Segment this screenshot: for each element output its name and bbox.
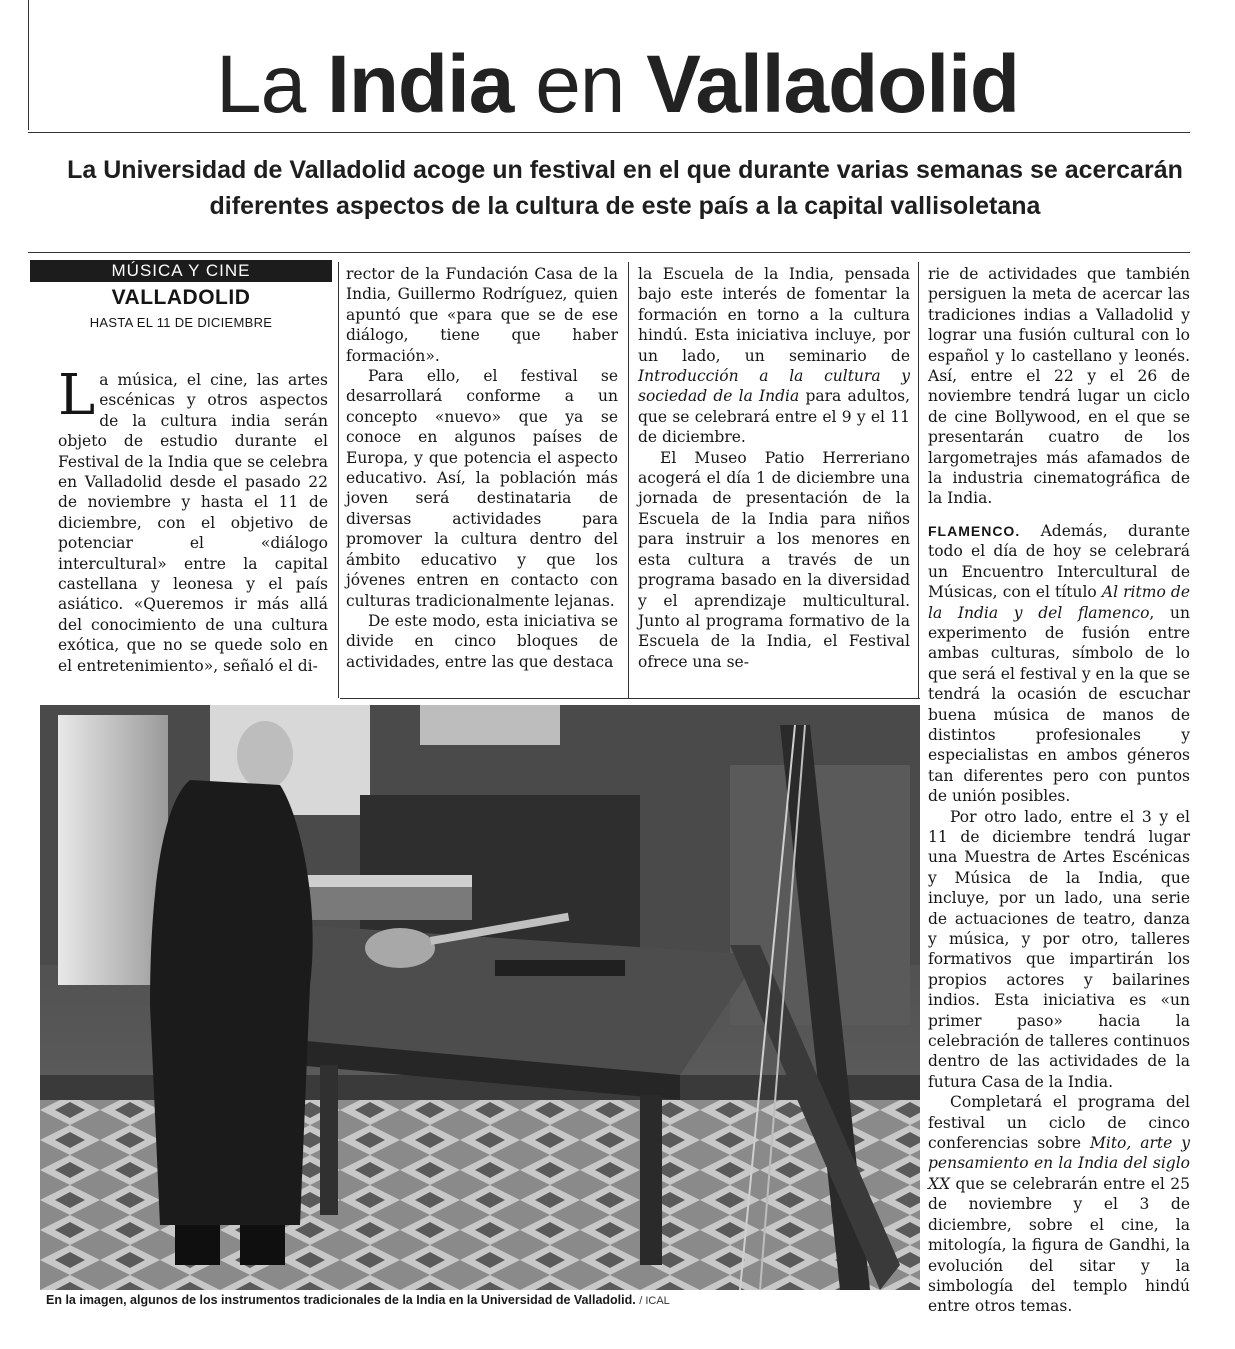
headline-word-1: La — [216, 39, 306, 130]
man-coat — [150, 780, 313, 1225]
headline-word-3: en — [535, 39, 625, 130]
headline-word-2: India — [327, 39, 514, 130]
subhead-underline — [28, 252, 1190, 253]
paragraph: De este modo, esta iniciativa se divide en cinco bloques de actividades, entre las que destaca — [346, 611, 618, 671]
paragraph-text: Además, durante todo el día de hoy se celebrará un Encuentro Intercultural de Músicas, con el título — [928, 521, 1190, 602]
drop-cap: L — [58, 363, 96, 428]
headline-word-4: Valladolid — [646, 39, 1019, 130]
paragraph-text: , un experimento de fusión entre ambas culturas, símbolo de lo que será el festival y en la que se tendrá la ocasión de escuchar buena música de manos de distintos profesionales y especialistas en ambos géneros tan diferentes pero con puntos de unión posibles. — [928, 603, 1190, 806]
kicker: FLAMENCO. — [928, 522, 1021, 539]
headline-underline — [28, 132, 1190, 133]
photo-credit: / ICAL — [639, 1295, 670, 1307]
article-column-2 — [346, 264, 618, 672]
photo-top-rule — [340, 698, 920, 699]
paragraph: rie de actividades que también persiguen la meta de acercar las tradiciones indias a Valladolid y lograr una fusión cultural con lo español y lo castellano y leonés. Así, entre el 22 y el 26 de noviembre tendrá lugar un ciclo de cine Bollywood, en el que se presentarán cuatro de los largometrajes más afamados de la industria cinematográfica de la India. — [928, 265, 1190, 508]
paragraph-text: a música, el cine, las artes escénicas y otros aspectos de la cultura india serán objeto de estudio durante el Festival de la India que se celebra en Valladolid desde el pasado 22 de noviembre y hasta el 11 de diciembre, con el objetivo de potenciar el «diálogo intercultural» entre la capital castellana y leonesa y el país asiático. «Queremos ir más allá del conocimiento de una cultura exótica, que no se quede solo en el entretenimiento», señaló el di- — [58, 371, 328, 675]
paragraph-text: para adultos, que se celebrará entre el 9 y el 11 de diciembre. — [638, 387, 910, 447]
italic-title: Mito, arte y pensamiento en la India del siglo XX — [928, 1134, 1190, 1193]
article-column-3 — [638, 264, 910, 672]
paragraph-text: la Escuela de la India, pensada bajo este interés de fomentar la formación en torno a la cultura hindú. Esta iniciativa incluye, por un lado, un seminario de — [638, 265, 910, 365]
paragraph: El Museo Patio Herreriano acogerá el día 1 de diciembre una jornada de presentación de la Escuela de la India para niños para instruir a los menores en esta cultura a través de un programa basado en la diversidad y el aprendizaje multicultural. Junto al programa formativo de la Escuela de la India, el Festival ofrece una se- — [638, 448, 910, 671]
dateline-dates: HASTA EL 11 DE DICIEMBRE — [89, 315, 273, 330]
column-divider-1 — [338, 262, 339, 698]
article-photo — [40, 705, 920, 1290]
paragraph: Para ello, el festival se desarrollará conforme a un concepto «nuevo» que ya se conoce en algunos países de Europa, y que potencia el aspecto educativo. Así, la población más joven será destinataria de diversas actividades para promover la cultura dentro del ámbito educativo y que los jóvenes entren en contacto con culturas tradicionalmente lejanas. — [346, 367, 618, 610]
man-head — [237, 721, 293, 789]
italic-title: Introducción a la cultura y sociedad de la India — [638, 367, 910, 406]
paragraph — [928, 521, 1190, 807]
headline — [0, 40, 1235, 130]
photo-caption — [46, 1293, 916, 1307]
article-column-1 — [58, 363, 328, 676]
photo-illustration — [40, 705, 920, 1290]
italic-title: Al ritmo de la India y del flamenco — [928, 583, 1190, 622]
caption-text: En la imagen, algunos de los instrumentos tradicionales de la India en la Universidad de Valladolid. — [46, 1293, 636, 1307]
column-divider-2 — [628, 262, 629, 698]
paragraph — [638, 264, 910, 448]
dateline-place: VALLADOLID — [111, 286, 251, 309]
paragraph — [58, 363, 328, 676]
paragraph — [928, 1092, 1190, 1316]
column-divider-3 — [918, 262, 919, 698]
paragraph-text: que se celebrarán entre el 25 de noviembre y el 3 de diciembre, sobre el cine, la mitología, la figura de Gandhi, la evolución del sitar y la simbología del templo hindú entre otros temas. — [928, 1174, 1190, 1316]
section-label: MÚSICA Y CINE — [30, 260, 332, 282]
paragraph-text: Completará el programa del festival un ciclo de cinco conferencias sobre — [928, 1093, 1190, 1153]
paragraph: rector de la Fundación Casa de la India, Guillermo Rodríguez, quien apuntó que «para que se de ese diálogo, tiene que haber formación». — [346, 265, 618, 365]
paragraph: Por otro lado, entre el 3 y el 11 de diciembre tendrá lugar una Muestra de Artes Escénicas y Música de la India, que incluye, por un lado, una serie de actuaciones de teatro, danza y música, y por otro, talleres formativos que impartirán los propios actores y bailarines indios. Esta iniciativa es «un primer paso» hacia la celebración de talleres continuos dentro de las actividades de la futura Casa de la India. — [928, 807, 1190, 1091]
subheadline: La Universidad de Valladolid acoge un festival en el que durante varias semanas se acercarán diferentes aspectos de la cultura de este país a la capital vallisoletana — [67, 156, 1183, 220]
article-column-4 — [928, 264, 1190, 1317]
